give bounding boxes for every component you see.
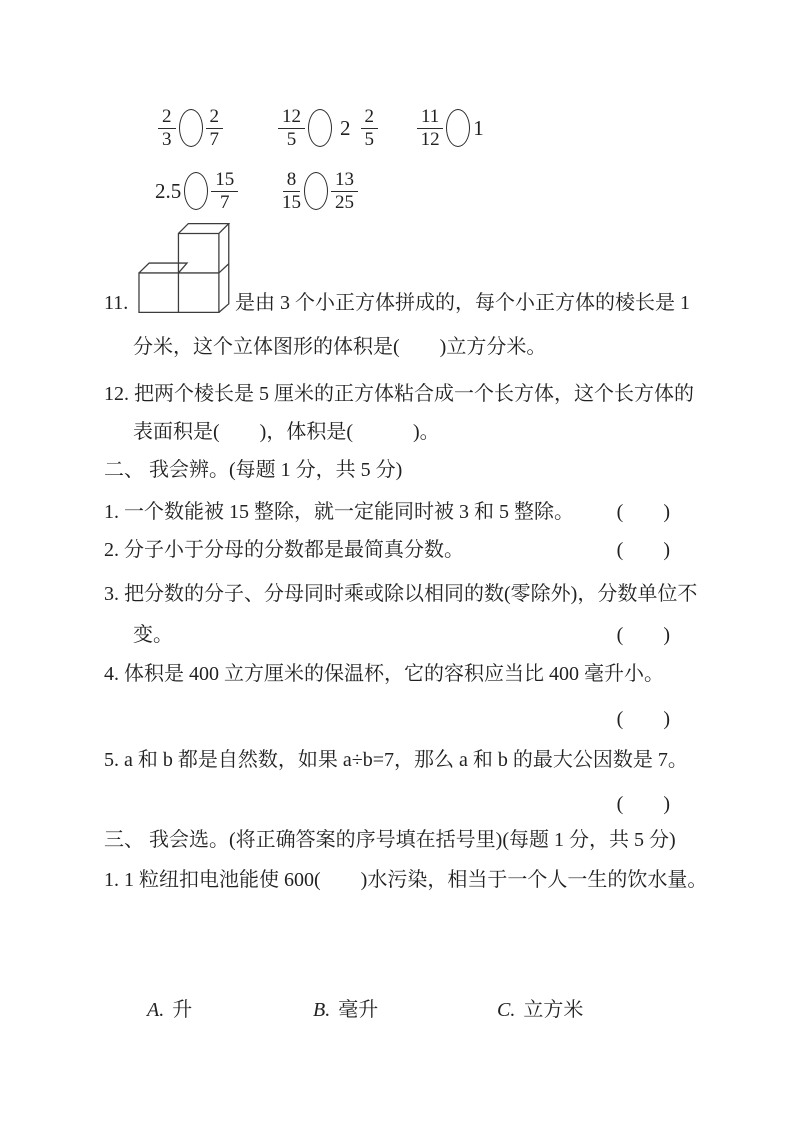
integer-operand: 1 <box>473 116 484 140</box>
denominator: 12 <box>420 128 440 150</box>
numerator: 2 <box>361 107 379 129</box>
tf-question-3-line-2 <box>104 624 690 646</box>
denominator: 5 <box>286 128 297 150</box>
tf-question-5-answer-line <box>104 793 690 815</box>
question-text: 变。 <box>133 624 173 646</box>
denominator: 25 <box>335 191 354 213</box>
question-number: 11. <box>104 292 129 314</box>
comparison-circle <box>304 172 328 210</box>
option-a <box>147 999 192 1021</box>
section-2-header: 二、 我会辨。(每题 1 分，共 5 分) <box>104 459 403 481</box>
answer-brackets: ( ) <box>616 624 670 646</box>
option-c <box>497 999 583 1021</box>
question-12-line-1: 12. 把两个棱长是 5 厘米的正方体粘合成一个长方体，这个长方体的 <box>104 383 694 405</box>
comparison-circle <box>184 172 208 210</box>
question-12-line-2: 表面积是( )，体积是( )。 <box>133 421 440 443</box>
fraction-right <box>331 170 358 213</box>
fraction-compare-row-1 <box>104 105 690 151</box>
compare-item-1 <box>158 105 223 151</box>
compare-item-2 <box>278 105 378 151</box>
cube-stack-figure <box>138 222 231 314</box>
section-3-header: 三、 我会选。(将正确答案的序号填在括号里)(每题 1 分，共 5 分) <box>104 829 676 851</box>
question-text: 2. 分子小于分母的分数都是最简真分数。 <box>104 539 464 561</box>
answer-brackets: ( ) <box>616 539 670 561</box>
question-11-line-1 <box>104 222 690 314</box>
tf-question-3-line-1: 3. 把分数的分子、分母同时乘或除以相同的数(零除外)，分数单位不 <box>104 583 698 605</box>
exam-content <box>104 105 708 1021</box>
mixed-number-whole: 2 <box>340 116 351 140</box>
numerator: 2 <box>206 107 224 129</box>
compare-item-3 <box>417 105 484 151</box>
tf-question-4: 4. 体积是 400 立方厘米的保温杯，它的容积应当比 400 毫升小。 <box>104 663 664 685</box>
choice-options-row <box>104 999 690 1021</box>
option-letter: A. <box>147 999 165 1021</box>
fraction-right <box>206 107 224 150</box>
compare-item-4 <box>155 168 238 214</box>
choice-question-1: 1. 1 粒纽扣电池能使 600( )水污染，相当于一个人一生的饮水量。 <box>104 869 708 891</box>
numerator: 2 <box>158 107 176 129</box>
answer-brackets: ( ) <box>616 708 670 730</box>
option-letter: C. <box>497 999 516 1021</box>
question-text: 是由 3 个小正方体拼成的，每个小正方体的棱长是 1 <box>235 292 690 314</box>
fraction-left <box>282 170 301 213</box>
fraction-compare-row-2 <box>104 168 690 214</box>
tf-question-5: 5. a 和 b 都是自然数，如果 a÷b=7，那么 a 和 b 的最大公因数是 7。 <box>104 749 688 771</box>
numerator: 12 <box>278 107 305 129</box>
answer-brackets: ( ) <box>616 501 670 523</box>
answer-brackets: ( ) <box>616 793 670 815</box>
option-letter: B. <box>313 999 331 1021</box>
tf-question-4-answer-line <box>104 708 690 730</box>
question-text: 1. 一个数能被 15 整除，就一定能同时被 3 和 5 整除。 <box>104 501 574 523</box>
option-text: 升 <box>172 999 193 1021</box>
denominator: 5 <box>364 128 374 150</box>
comparison-circle <box>446 109 470 147</box>
denominator: 3 <box>162 128 172 150</box>
fraction-left <box>417 107 443 150</box>
tf-question-1 <box>104 501 690 523</box>
fraction-left <box>278 107 305 150</box>
denominator: 15 <box>282 191 301 213</box>
fraction-right <box>211 170 238 213</box>
numerator: 13 <box>331 170 358 192</box>
fraction-left <box>158 107 176 150</box>
option-text: 毫升 <box>338 999 379 1021</box>
comparison-circle <box>308 109 332 147</box>
comparison-circle <box>179 109 203 147</box>
question-11-line-2: 分米，这个立体图形的体积是( )立方分米。 <box>133 336 547 358</box>
decimal-operand: 2.5 <box>155 179 182 203</box>
numerator: 15 <box>211 170 238 192</box>
numerator: 8 <box>283 170 301 192</box>
denominator: 7 <box>220 191 230 213</box>
tf-question-2 <box>104 539 690 561</box>
option-text: 立方米 <box>523 999 584 1021</box>
numerator: 11 <box>417 107 443 129</box>
compare-item-5 <box>282 168 358 214</box>
option-b <box>313 999 378 1021</box>
fraction-right <box>361 107 379 150</box>
denominator: 7 <box>209 128 219 150</box>
